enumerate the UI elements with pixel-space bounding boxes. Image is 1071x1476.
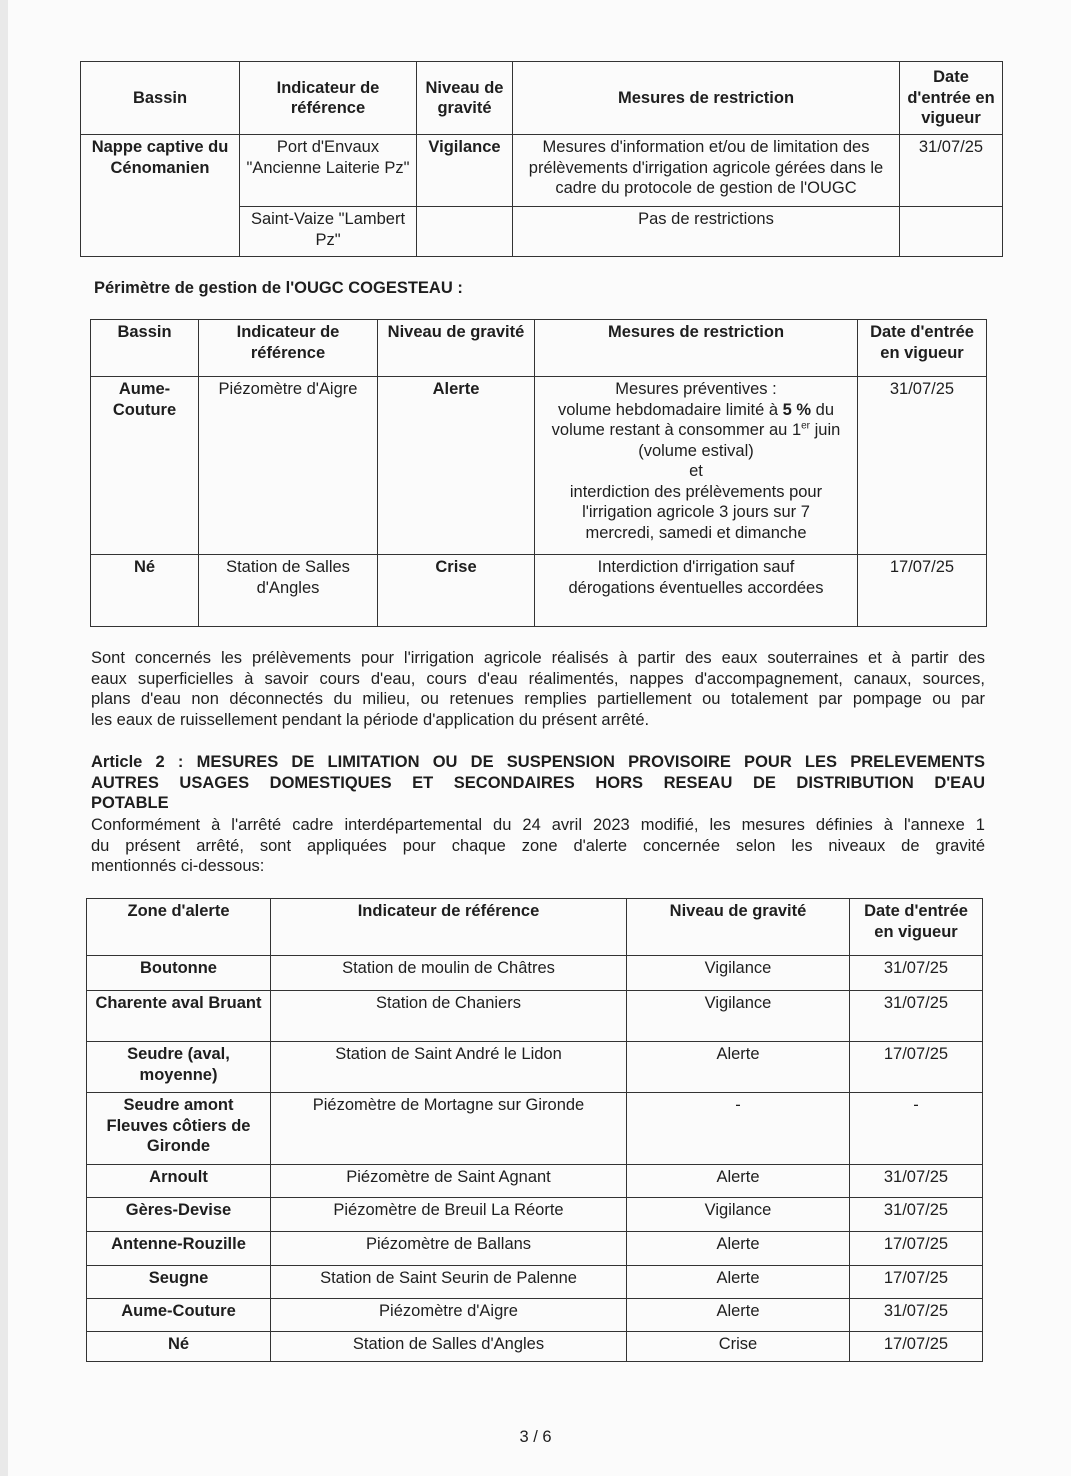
header-zone: Zone d'alerte	[87, 899, 271, 956]
cell-niveau: Alerte	[627, 1165, 850, 1198]
cell-indicateur: Station de Salles d'Angles	[199, 555, 378, 627]
table-row	[87, 1232, 983, 1266]
restriction-table-cenomanien	[80, 61, 1003, 257]
header-date: Date d'entrée en vigueur	[858, 320, 987, 377]
header-niveau: Niveau de gravité	[417, 62, 513, 135]
table-header-row	[87, 899, 983, 956]
cell-indicateur: Port d'Envaux "Ancienne Laiterie Pz"	[240, 135, 417, 207]
heading-line: POTABLE	[91, 794, 169, 813]
cell-zone: Seugne	[87, 1266, 271, 1299]
cell-indicateur: Piézomètre de Mortagne sur Gironde	[271, 1093, 627, 1165]
cell-mesures	[535, 377, 858, 555]
header-indicateur: Indicateur de référence	[240, 62, 417, 135]
mesures-line: interdiction des prélèvements pour	[569, 482, 823, 501]
cogesteau-title: Périmètre de gestion de l'OUGC COGESTEAU :	[94, 279, 463, 297]
table-row	[87, 1042, 983, 1093]
mesures-text: volume hebdomadaire limité à	[557, 400, 783, 419]
scope-paragraph	[91, 648, 985, 730]
paragraph-line: plans d'eau non déconnectés du milieu, ou retenues remplies partiellement ou totalement par pompage ou par	[91, 690, 985, 709]
cell-niveau: Vigilance	[627, 956, 850, 991]
header-bassin: Bassin	[91, 320, 199, 377]
cell-bassin: Aume-Couture	[91, 377, 199, 555]
table-row	[81, 135, 1003, 207]
cell-zone: Charente aval Bruant	[87, 991, 271, 1042]
cell-niveau: Crise	[378, 555, 535, 627]
table-row	[87, 1299, 983, 1332]
cell-niveau: Vigilance	[627, 1198, 850, 1232]
mesures-line: mercredi, samedi et dimanche	[585, 523, 807, 542]
table-row	[87, 991, 983, 1042]
paragraph-line: Sont concernés les prélèvements pour l'irrigation agricole réalisés à partir des eaux souterraines et à partir des	[91, 649, 985, 667]
article2-text	[91, 815, 985, 877]
cell-indicateur: Station de moulin de Châtres	[271, 956, 627, 991]
cell-niveau: Alerte	[378, 377, 535, 555]
header-indicateur: Indicateur de référence	[271, 899, 627, 956]
heading-line: Article 2 : MESURES DE LIMITATION OU DE SUSPENSION PROVISOIRE POUR LES PRELEVEMENTS	[91, 753, 985, 771]
mesures-text: du	[811, 400, 835, 419]
heading-line: AUTRES USAGES DOMESTIQUES ET SECONDAIRES HORS RESEAU DE DISTRIBUTION D'EAU	[91, 773, 985, 792]
header-mesures: Mesures de restriction	[535, 320, 858, 377]
cell-indicateur: Station de Chaniers	[271, 991, 627, 1042]
cell-date	[900, 207, 1003, 257]
table-header-row	[91, 320, 987, 377]
cell-date: 17/07/25	[850, 1042, 983, 1093]
table-row	[87, 1165, 983, 1198]
header-niveau: Niveau de gravité	[378, 320, 535, 377]
cell-niveau	[417, 207, 513, 257]
cell-date: -	[850, 1093, 983, 1165]
header-indicateur: Indicateur de référence	[199, 320, 378, 377]
cell-niveau: Alerte	[627, 1042, 850, 1093]
header-mesures: Mesures de restriction	[513, 62, 900, 135]
paragraph-line: les eaux de ruissellement pendant la période d'application du présent arrêté.	[91, 710, 650, 729]
cell-indicateur: Piézomètre d'Aigre	[199, 377, 378, 555]
table-row	[87, 1332, 983, 1362]
page-number: 3 / 6	[519, 1428, 552, 1446]
mesures-superscript: er	[801, 420, 811, 432]
cell-zone: Gères-Devise	[87, 1198, 271, 1232]
cell-indicateur: Piézomètre de Saint Agnant	[271, 1165, 627, 1198]
cell-date: 17/07/25	[850, 1266, 983, 1299]
cell-date: 17/07/25	[858, 555, 987, 627]
cell-niveau: Alerte	[627, 1299, 850, 1332]
cell-zone: Boutonne	[87, 956, 271, 991]
mesures-line: et	[689, 462, 703, 480]
cell-zone: Seudre (aval, moyenne)	[87, 1042, 271, 1093]
cell-date: 31/07/25	[850, 1299, 983, 1332]
cell-indicateur: Piézomètre de Ballans	[271, 1232, 627, 1266]
paragraph-line: mentionnés ci-dessous:	[91, 857, 265, 876]
paragraph-line: du présent arrêté, sont appliquées pour chaque zone d'alerte concernée selon les niveaux de gravité	[91, 836, 985, 855]
cell-indicateur: Station de Saint Seurin de Palenne	[271, 1266, 627, 1299]
paragraph-line: eaux superficielles à savoir cours d'eau, cours d'eau réalimentés, nappes d'accompagnement, canaux, sources,	[91, 669, 985, 688]
cell-niveau: Vigilance	[417, 135, 513, 207]
mesures-line: Mesures préventives :	[615, 380, 777, 398]
mesures-text: volume restant à consommer au 1	[551, 421, 802, 439]
mesures-line: l'irrigation agricole 3 jours sur 7	[582, 503, 810, 521]
mesures-line: (volume estival)	[638, 441, 754, 460]
alert-zone-table	[86, 898, 983, 1362]
paragraph-line: Conformément à l'arrêté cadre interdépartemental du 24 avril 2023 modifié, les mesures définies à l'annexe 1	[91, 816, 985, 834]
cell-date: 17/07/25	[850, 1232, 983, 1266]
table-row	[87, 1266, 983, 1299]
cell-bassin: Nappe captive du Cénomanien	[81, 135, 240, 257]
cell-date: 31/07/25	[858, 377, 987, 555]
header-date: Date d'entrée en vigueur	[850, 899, 983, 956]
cell-zone: Seudre amont Fleuves côtiers de Gironde	[87, 1093, 271, 1165]
table-row	[87, 956, 983, 991]
cell-zone: Aume-Couture	[87, 1299, 271, 1332]
mesures-percent: 5 %	[782, 400, 812, 419]
cell-mesures: Pas de restrictions	[513, 207, 900, 257]
mesures-line	[539, 400, 853, 421]
header-date: Date d'entrée en vigueur	[900, 62, 1003, 135]
cell-mesures: Interdiction d'irrigation sauf dérogations éventuelles accordées	[535, 555, 858, 627]
table-row	[91, 377, 987, 555]
cell-indicateur: Station de Salles d'Angles	[271, 1332, 627, 1362]
cell-bassin: Né	[91, 555, 199, 627]
cell-indicateur: Station de Saint André le Lidon	[271, 1042, 627, 1093]
table-row	[91, 555, 987, 627]
table-row	[87, 1093, 983, 1165]
cell-zone: Né	[87, 1332, 271, 1362]
table-header-row	[81, 62, 1003, 135]
cell-zone: Antenne-Rouzille	[87, 1232, 271, 1266]
cell-indicateur: Piézomètre d'Aigre	[271, 1299, 627, 1332]
cell-date: 31/07/25	[850, 956, 983, 991]
cell-niveau: Alerte	[627, 1232, 850, 1266]
table-row	[87, 1198, 983, 1232]
cell-niveau: Vigilance	[627, 991, 850, 1042]
cell-indicateur: Saint-Vaize "Lambert Pz"	[240, 207, 417, 257]
cell-niveau: Crise	[627, 1332, 850, 1362]
restriction-table-cogesteau	[90, 319, 987, 627]
mesures-line	[539, 420, 853, 441]
article2-heading	[91, 752, 985, 814]
cell-zone: Arnoult	[87, 1165, 271, 1198]
cell-mesures: Mesures d'information et/ou de limitation des prélèvements d'irrigation agricole gérées dans le cadre du protocole de gestion de l'OUGC	[513, 135, 900, 207]
cell-niveau: -	[627, 1093, 850, 1165]
header-bassin: Bassin	[81, 62, 240, 135]
page-edge	[0, 0, 8, 1476]
mesures-text: juin	[810, 421, 841, 439]
cell-date: 31/07/25	[850, 991, 983, 1042]
header-niveau: Niveau de gravité	[627, 899, 850, 956]
cell-date: 31/07/25	[900, 135, 1003, 207]
cell-date: 31/07/25	[850, 1165, 983, 1198]
cell-indicateur: Piézomètre de Breuil La Réorte	[271, 1198, 627, 1232]
cell-date: 31/07/25	[850, 1198, 983, 1232]
cell-niveau: Alerte	[627, 1266, 850, 1299]
cell-date: 17/07/25	[850, 1332, 983, 1362]
